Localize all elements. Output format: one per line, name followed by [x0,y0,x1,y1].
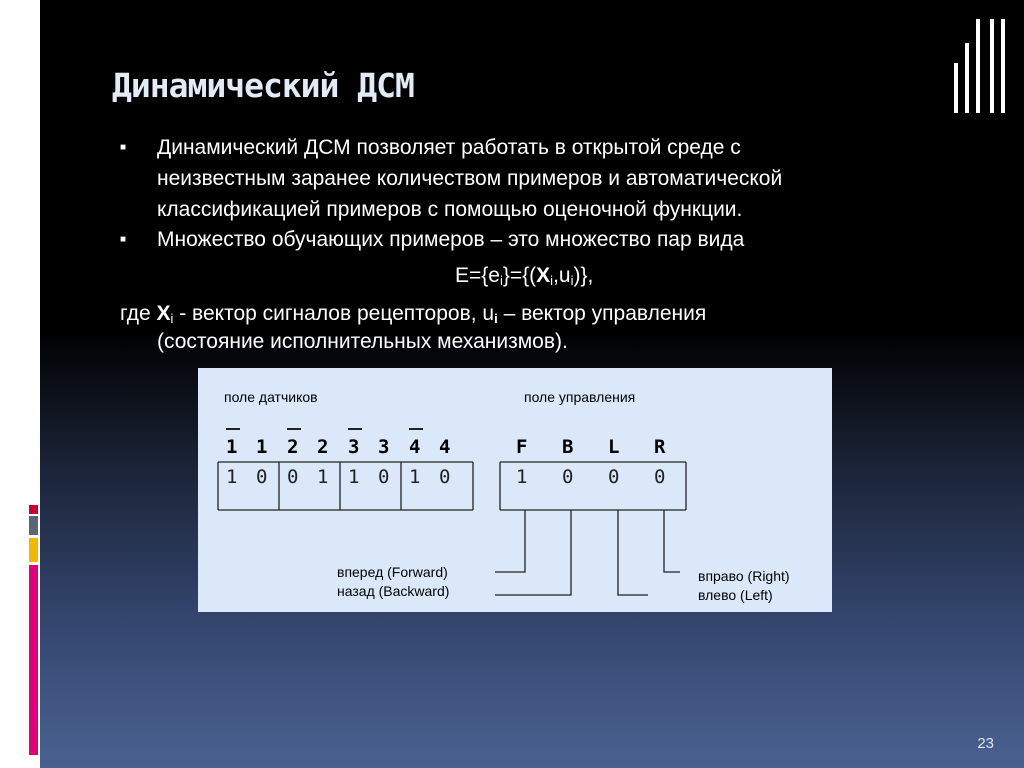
sensor-value: 1 [317,466,329,488]
sensor-field-label: поле датчиков [224,389,318,405]
formula-mid-1: }={( [502,264,537,287]
explanation-suffix: – вектор управления [497,302,707,325]
bullet-text-2 [157,224,744,255]
connector-lines [495,510,680,595]
explanation-prefix: где [120,302,157,325]
diagram-panel [198,368,832,612]
sensor-header: 1 [256,436,268,458]
explanation-sub-x: i [170,311,174,326]
control-header: F [516,436,528,458]
stripe-gray [29,516,38,535]
left-sidebar-bar [0,0,40,768]
control-header: L [608,436,620,458]
explanation-sub-u: i [494,311,498,326]
stripe-red-top [29,505,38,514]
sensor-header: 3 [378,436,390,458]
control-header: R [654,436,666,458]
formula-suffix: )}, [573,264,594,287]
legend-right: вправо (Right) [698,568,790,584]
explanation-vector-x: X [156,302,171,325]
formula-sub-1: i [499,273,503,288]
formula-sub-2: i [550,273,554,288]
sensor-header: 3 [348,436,360,458]
explanation-mid: - вектор сигналов рецепторов, u [173,302,495,325]
sensor-value: 1 [348,466,360,488]
stripe-yellow [29,538,38,562]
legend-forward: вперед (Forward) [337,564,448,580]
control-value: 0 [608,466,620,488]
bullet-2-line-1: Множество обучающих примеров – это множество пар вида [157,228,745,251]
explanation-line-2: (состояние исполнительных механизмов). [157,330,568,353]
sensor-value: 1 [226,466,238,488]
sensor-header: 2 [317,436,329,458]
sensor-value: 0 [378,466,390,488]
sensor-value: 0 [256,466,268,488]
control-header: B [562,436,574,458]
sensor-value: 1 [409,466,421,488]
sensor-grid [218,462,473,510]
formula-mid-2: ,u [553,264,571,287]
formula-vector-x: X [536,264,551,287]
square-bullet-icon: ■ [120,142,127,153]
sensor-header: 1 [226,436,238,458]
control-value: 0 [562,466,574,488]
stripe-pink [29,565,38,755]
control-value: 0 [654,466,666,488]
sensor-value: 0 [439,466,451,488]
slide-number: 23 [977,735,994,752]
legend-backward: назад (Backward) [337,583,450,599]
sensor-header: 2 [287,436,299,458]
control-grid [500,462,686,510]
square-bullet-icon: ■ [120,234,127,245]
sensor-value: 0 [287,466,299,488]
control-value: 1 [516,466,528,488]
bullet-1-line-1: Динамический ДСМ позволяет работать в открытой среде с [157,136,741,159]
formula-prefix: E={e [455,264,500,287]
sensor-header: 4 [409,436,421,458]
sensor-header: 4 [439,436,451,458]
bullet-1-line-3: классификацией примеров с помощью оценочной функции. [157,198,743,221]
bullet-text-1 [157,132,782,225]
control-field-label: поле управления [524,389,636,405]
bullet-1-line-2: неизвестным заранее количеством примеров и автоматической [157,167,783,190]
formula-sub-3: i [570,273,574,288]
vertical-bars-icon [952,15,1010,115]
slide-title: Динамический ДСМ [112,66,414,105]
formula [455,260,593,296]
legend-left: влево (Left) [698,587,773,603]
